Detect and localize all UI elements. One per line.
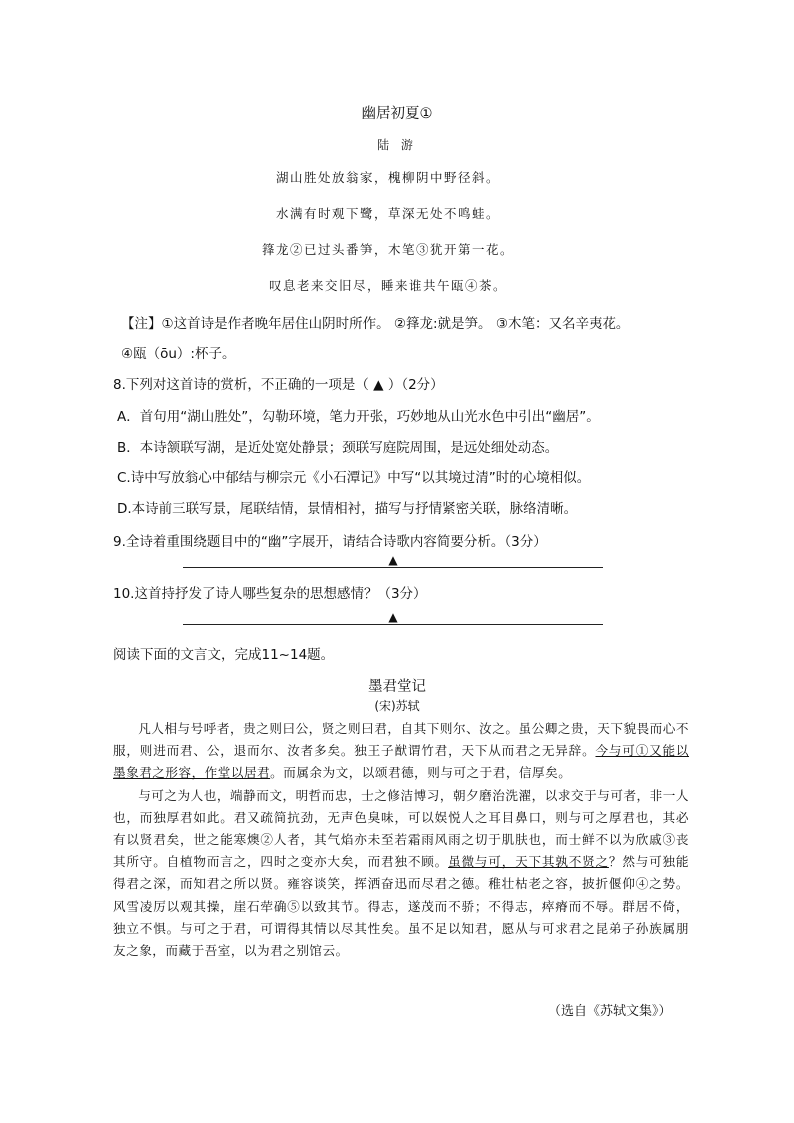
q8-option-b: B．本诗颔联写湖，是近处宽处静景；颈联写庭院周围，是远处细处动态。 [117, 440, 559, 456]
essay-body [113, 718, 689, 962]
essay-paragraph-2: 与可之为人也，端静而文，明哲而忠，士之修洁博习，朝夕磨治洗濯，以求交于与可者，非一人也，而独厚君如此。君又疏简抗劲，无声色臭味，可以娱悦人之耳目鼻口，则与可之厚君也，其必有以贤君矣，世之能寒燠②人者，其气焰亦未至若霜雨风雨之切于肌肤也，而士鲜不以为欣戚③丧其所守。自植物而言之，四时之变亦大矣，而君独不顾。虽微与可，天下其孰不贤之？然与可独能得君之深，而知君之所以贤。雍容谈笑，挥洒奋迅而尽君之德。稚壮枯老之容，披折偃仰④之势。风雪凌厉以观其操，崖石荦确⑤以致其节。得志，遂茂而不骄；不得志，瘁瘠而不辱。群居不倚，独立不惧。与可之于君，可谓得其情以尽其性矣。虽不足以知君，愿从与可求君之昆弟子孙族属朋友之象，而藏于吾室，以为君之别馆云。 [113, 787, 690, 959]
poem-line: 水满有时观下鹭，草深无处不鸣蛙。 [275, 206, 500, 221]
essay-title: 墨君堂记 [368, 679, 426, 695]
poem-notes-cont: ④瓯（ōu）:杯子。 [121, 346, 236, 362]
essay-paragraph-1: 凡人相与号呼者，贵之则曰公，贤之则曰君，自其下则尔、汝之。虽公卿之贵，天下貌畏而心不服，则进而君、公，退而尔、汝者多矣。独王子猷谓竹君，天下从而君之无异辞。今与可①又能以墨象君之形容，作堂以居君。而属余为文，以颂君德，则与可之于君，信厚矣。 [113, 721, 690, 781]
poem-line: 箨龙②已过头番笋，木笔③犹开第一花。 [261, 242, 514, 257]
poem-line: 叹息老来交旧尽，睡来谁共午瓯④茶。 [268, 278, 507, 293]
poem-line: 湖山胜处放翁家，槐柳阴中野径斜。 [275, 170, 500, 185]
underlined-sentence-2: 虽微与可，天下其孰不贤之 [448, 854, 609, 870]
underlined-sentence-1: 今与可①又能以墨象君之形容，作堂以居君 [113, 743, 690, 781]
question-10-stem: 10.这首持抒发了诗人哪些复杂的思想感情？（3分） [113, 586, 427, 602]
essay-source: （选自《苏轼文集》） [548, 1004, 672, 1019]
poem-author: 陆 游 [377, 138, 417, 152]
poem-title: 幽居初夏① [361, 106, 433, 122]
poem-notes: 【注】①这首诗是作者晚年居住山阴时所作。 ②箨龙:就是笋。 ③木笔：又名辛夷花。 [121, 316, 630, 332]
question-9-stem: 9.全诗着重围绕题目中的“幽”字展开，请结合诗歌内容简要分析。（3分） [113, 534, 547, 550]
essay-author: (宋)苏轼 [374, 699, 420, 713]
q8-option-d: D.本诗前三联写景，尾联结情，景情相衬，描写与抒情紧密关联，脉络清晰。 [117, 501, 578, 517]
q8-option-c: C.诗中写放翁心中郁结与柳宗元《小石潭记》中写“以其境过清”时的心境相似。 [117, 470, 591, 486]
question-8-stem: 8.下列对这首诗的赏析，不正确的一项是（ ▲ ）（2分） [113, 377, 444, 393]
q8-option-a: A．首句用“湖山胜处”，勾勒环境，笔力开张，巧妙地从山光水色中引出“幽居”。 [117, 409, 600, 425]
q10-answer-line[interactable]: ▲ [183, 610, 603, 625]
reading-instruction: 阅读下面的文言文，完成11~14题。 [113, 647, 335, 663]
q9-answer-line[interactable]: ▲ [183, 553, 603, 568]
